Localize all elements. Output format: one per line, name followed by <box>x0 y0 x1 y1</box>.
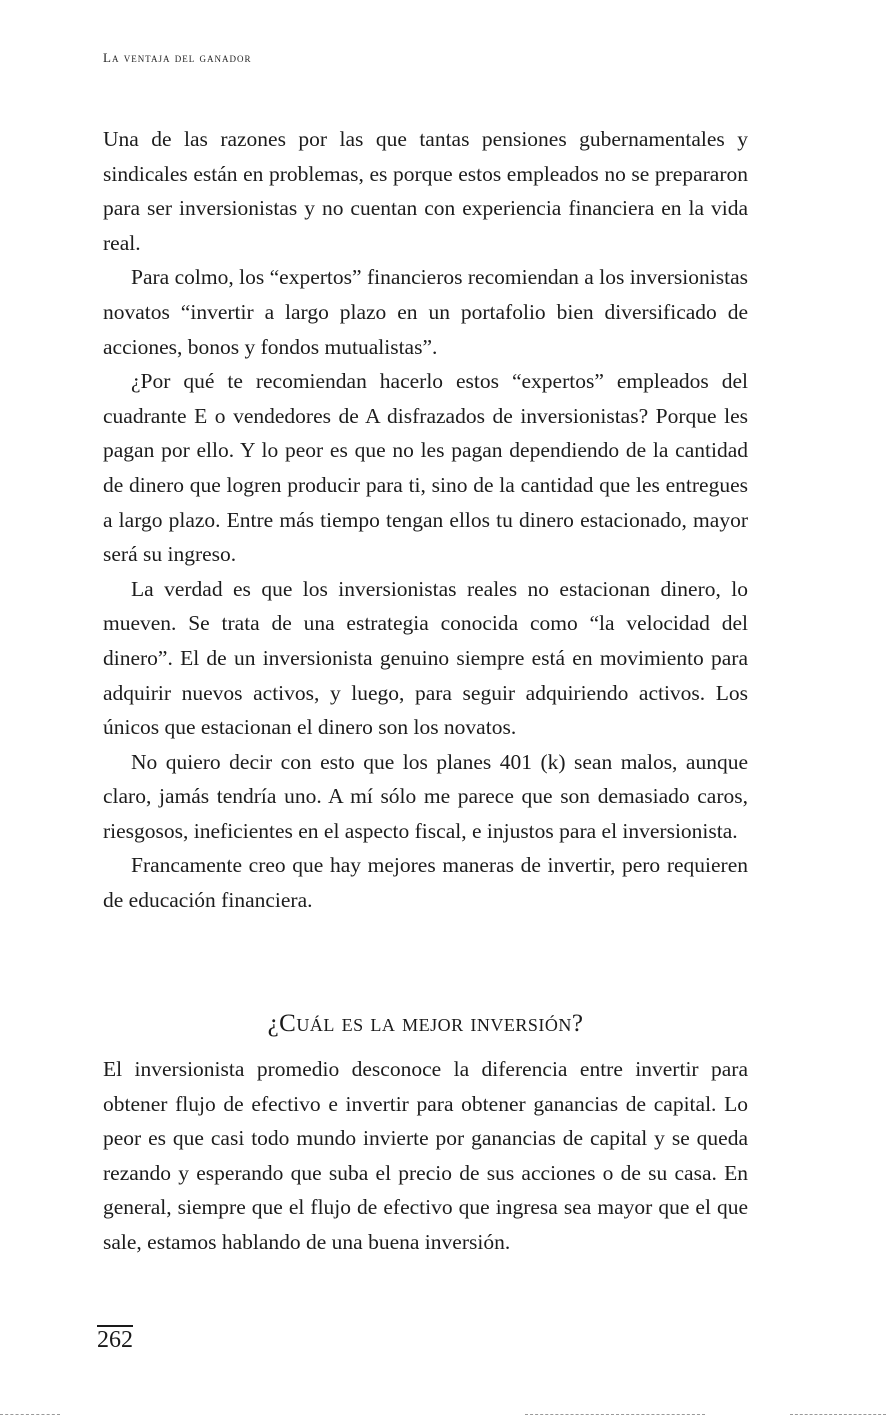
paragraph: No quiero decir con esto que los planes 401 (k) sean malos, aunque claro, jamás tendría uno. A mí sólo me parece que son demasiado caros, riesgosos, ineficientes en el aspecto fiscal, e injustos para el inversionista. <box>103 749 748 843</box>
section-title: ¿Cuál es la mejor inversión? <box>267 1010 584 1037</box>
paragraph: ¿Por qué te recomiendan hacerlo estos “expertos” empleados del cuadrante E o vendedores de A disfrazados de inversionistas? Porque les pagan por ello. Y lo peor es que no les pagan dependiendo de la cantidad de dinero que logren producir para ti, sino de la cantidad que les entregues a largo plazo. Entre más tiempo tengan ellos tu dinero estacionado, mayor será su ingreso. <box>103 369 748 567</box>
body-text <box>103 122 748 918</box>
section-text <box>103 1052 748 1260</box>
paragraph: Para colmo, los “expertos” financieros recomiendan a los inversionistas novatos “invertir a largo plazo en un portafolio bien diversificado de acciones, bonos y fondos mutualistas”. <box>103 265 748 359</box>
scan-edge-rule <box>525 1414 705 1416</box>
running-head: La ventaja del ganador <box>103 50 252 65</box>
paragraph: El inversionista promedio desconoce la diferencia entre invertir para obtener flujo de efectivo e invertir para obtener ganancias de capital. Lo peor es que casi todo mundo invierte por ganancias de capital y se queda rezando y esperando que suba el precio de sus acciones o de su casa. En general, siempre que el flujo de efectivo que ingresa sea mayor que el que sale, estamos hablando de una buena inversión. <box>103 1057 748 1254</box>
paragraph: Una de las razones por las que tantas pensiones gubernamentales y sindicales están en problemas, es porque estos empleados no se prepararon para ser inversionistas y no cuentan con experiencia financiera en la vida real. <box>103 127 748 255</box>
scan-edge-rule <box>0 1414 60 1416</box>
page-number: 262 <box>97 1327 133 1353</box>
paragraph: Francamente creo que hay mejores maneras de invertir, pero requieren de educación financiera. <box>103 853 748 913</box>
scan-edge-rule <box>790 1414 886 1416</box>
paragraph: La verdad es que los inversionistas reales no estacionan dinero, lo mueven. Se trata de una estrategia conocida como “la velocidad del dinero”. El de un inversionista genuino siempre está en movimiento para adquirir nuevos activos, y luego, para seguir adquiriendo activos. Los únicos que estacionan el dinero son los novatos. <box>103 576 748 740</box>
